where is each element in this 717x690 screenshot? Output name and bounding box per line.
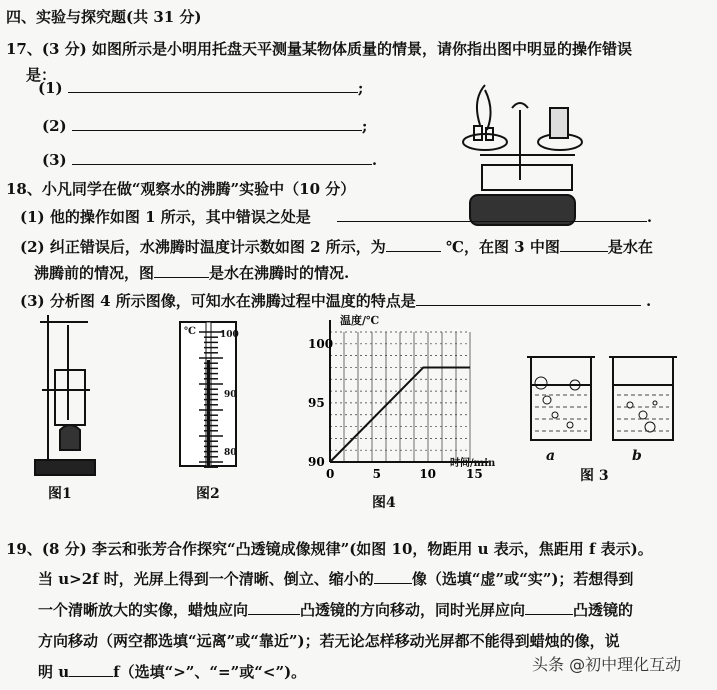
text: 当 u>2f 时，光屏上得到一个清晰、倒立、缩小的 [38,570,374,588]
text: ℃，在图 3 中图 [445,238,560,256]
thermo-label-80: 80 [224,448,237,458]
fig2-caption: 图2 [196,486,220,502]
y-tick-label: 95 [308,395,325,410]
q17-answer-1[interactable] [38,78,363,97]
q19-line2[interactable] [38,568,633,589]
chart-xlabel: 时间/min [450,458,496,469]
x-tick-label: 0 [326,467,335,481]
label: (1) [38,79,63,97]
fig3-caption: 图 3 [580,468,609,484]
text: 沸腾前的情况，图 [34,264,155,282]
end: . [371,151,378,169]
text: (1) 他的操作如图 1 所示，其中错误之处是 [20,208,311,226]
beaker-a-label: a [546,448,556,464]
q19-line1: 19、(8 分) 李云和张芳合作探究“凸透镜成像规律”(如图 10，物距用 u 表示，焦距用 f 表示)。 [6,540,653,558]
q17-stem2: 是： [26,66,57,84]
q18-part2-cont[interactable] [34,262,349,283]
chart-ylabel: 温度/℃ [340,314,380,327]
text: (3) 分析图 4 所示图像，可知水在沸腾过程中温度的特点是 [20,292,416,310]
text: 一个清晰放大的实像，蜡烛应向 [38,601,249,619]
q18-stem: 18、小凡同学在做“观察水的沸腾”实验中（10 分） [6,180,356,198]
thermo-label-100: 100 [220,330,239,340]
fig1-caption: 图1 [48,486,72,502]
x-tick-label: 5 [372,467,382,481]
boiling-apparatus-figure [30,310,100,480]
y-tick-label: 90 [308,455,325,469]
end: ; [357,79,364,97]
text: 像（选填“虚”或“实”)；若想得到 [411,570,634,588]
q19-line3[interactable] [38,599,633,620]
end: ; [361,117,368,135]
thermo-unit: ℃ [184,326,196,337]
q17-stem: 17、(3 分) 如图所示是小明用托盘天平测量某物体质量的情景，请你指出图中明显的操作错误 [6,40,632,58]
text: 是水在 [607,238,653,256]
section-title: 四、实验与探究题(共 31 分) [6,8,202,26]
watermark: 头条 @初中理化互动 [532,655,682,674]
x-tick-label: 15 [466,467,483,481]
label: (2) [42,117,67,135]
q18-part3[interactable]: (3) 分析图 4 所示图像，可知水在沸腾过程中温度的特点是 . [20,292,652,310]
q17-answer-3[interactable] [42,150,377,169]
fig4-caption: 图4 [372,495,396,511]
beaker-b-label: b [632,448,642,464]
text: (2) 纠正错误后，水沸腾时温度计示数如图 2 所示，为 [20,238,386,256]
q18-part2[interactable] [20,236,653,257]
thermo-label-90: 90 [224,390,237,400]
text: 凸透镜的方向移动，同时光屏应向 [300,601,526,619]
text: f（选填“>”、“=”或“<”)。 [113,663,307,681]
text: 凸透镜的 [573,601,634,619]
y-tick-label: 100 [308,336,334,351]
q19-line5[interactable] [38,661,306,682]
q19-line4: 方向移动（两空都选填“远离”或“靠近”)；若无论怎样移动光屏都不能得到蜡烛的像，说 [38,632,620,650]
label: (3) [42,151,67,169]
q18-part1[interactable]: (1) 他的操作如图 1 所示，其中错误之处是 . [20,208,653,226]
x-tick-label: 10 [419,467,437,481]
text: 明 u [38,663,70,681]
beakers-figure [525,355,705,445]
text: 是水在沸腾时的情况. [209,264,350,282]
q17-answer-2[interactable] [42,116,367,135]
